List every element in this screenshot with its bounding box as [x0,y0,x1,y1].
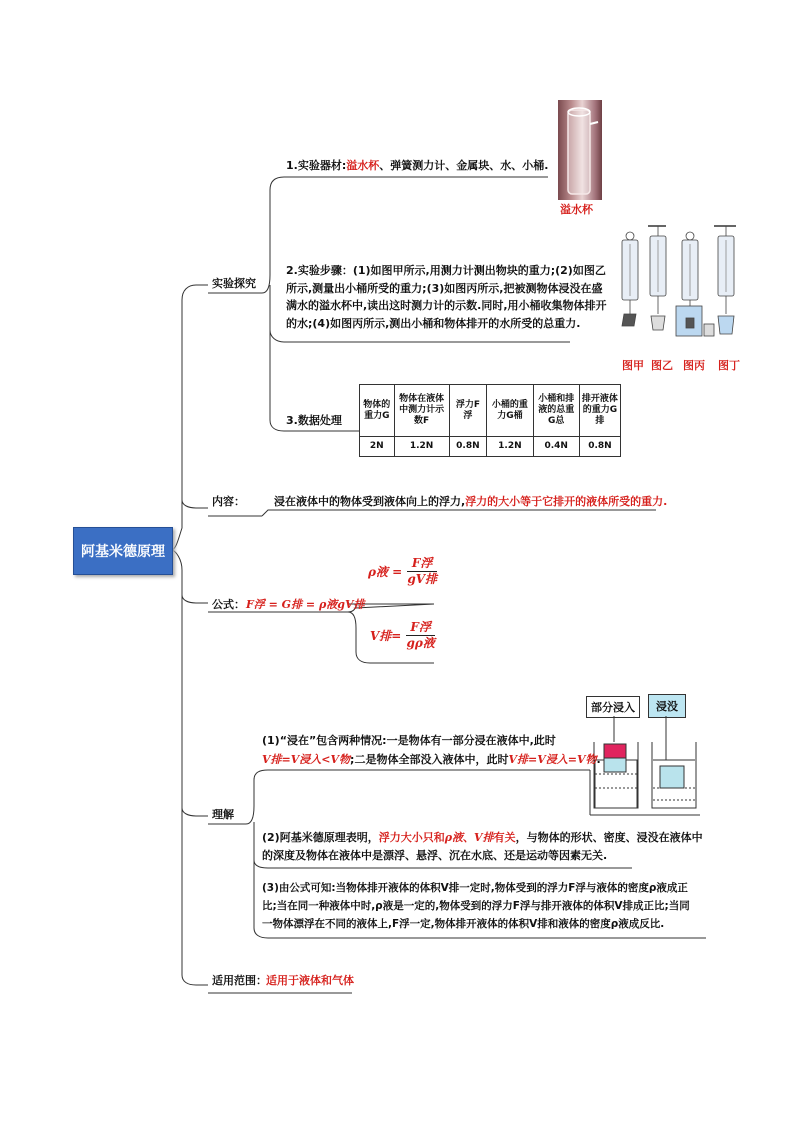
connector-content [182,500,208,508]
volume-numerator: F浮 [406,620,434,636]
connector-experiment [171,285,208,550]
connector-scope [171,550,208,985]
equipment-prefix: 1.实验器材: [286,159,347,172]
steps-text [286,262,607,332]
understand-item-1-line-1: (1)“浸在”包含两种情况:一是物体有一部分浸在液体中,此时 [262,734,556,747]
overflow-cup-icon [558,100,602,200]
table-cell: 0.8N [449,437,487,457]
partial-immersion-label: 部分浸入 [586,696,640,718]
figure-label-a: 图甲 [622,359,644,372]
table-cell: 1.2N [394,437,449,457]
branch-content-label[interactable]: 内容： [212,495,245,508]
content-text [274,493,667,510]
content-plain: 浸在液体中的物体受到液体向上的浮力, [274,495,466,508]
equipment-rest: 、弹簧测力计、金属块、水、小桶. [379,159,549,172]
equipment-highlight: 溢水杯 [346,159,380,172]
item1-end: . [596,753,601,766]
table-header: 排开液体的重力G排 [579,385,620,437]
density-denominator: gV排 [407,572,438,586]
item2-sep: 、 [463,831,475,844]
item2-rest: ，与物体的形状、密度、浸没在液体中 [515,831,703,844]
understand-item-3 [262,879,690,933]
table-cell: 1.2N [487,437,533,457]
data-table [359,384,621,457]
full-immersion-label: 浸没 [648,694,686,718]
equipment-line [286,157,548,174]
volume-fraction [406,620,434,651]
scope-text: 适用于液体和气体 [266,974,354,987]
volume-lhs: V排= [370,629,402,643]
spring-scale-a [622,232,638,326]
spring-scale-c [676,232,714,336]
item2-red-1: 浮力大小只和 [378,831,445,844]
connector-formula [182,595,208,603]
steps-line: 所示,测量出小桶所受的重力;(3)如图丙所示,把被测物体浸没在盛 [286,281,603,295]
figure-label-c: 图丙 [683,359,705,372]
root-node[interactable]: 阿基米德原理 [73,527,173,575]
table-header: 浮力F浮 [449,385,487,437]
immersion-illustration [590,716,700,814]
steps-line: 满水的溢水杯中,读出这时测力计的示数.同时,用小桶收集物体排开 [286,299,607,312]
density-lhs: ρ液 = [368,565,403,579]
table-cell: 0.4N [533,437,579,457]
branch-scope-label[interactable]: 适用范围： [212,974,267,987]
steps-line: 2.实验步骤：(1)如图甲所示,用测力计测出物块的重力;(2)如图乙 [286,264,606,277]
volume-denominator: gρ液 [406,636,435,650]
density-fraction [407,556,437,587]
formula-main: F浮 = G排 = ρ液gV排 [246,598,365,611]
table-cell: 0.8N [579,437,620,457]
table-header: 小桶的重力G桶 [487,385,533,437]
branch-formula-label[interactable]: 公式： [212,598,245,611]
density-numerator: F浮 [407,556,437,572]
item1-mid: ;二是物体全部没入液体中，此时 [350,753,509,766]
branch-understand-label[interactable]: 理解 [212,808,234,821]
item3-line: (3)由公式可知:当物体排开液体的体积V排一定时,物体受到的浮力F浮与液体的密度ρ液成正 [262,882,688,894]
item3-line: 一物体漂浮在不同的液体上,F浮一定,物体排开液体的体积V排和液体的密度ρ液成反比. [262,918,665,930]
understand-item-1-line-2 [262,751,601,768]
experiment-figures [608,222,748,350]
figure-label-b: 图乙 [651,359,673,372]
overflow-cup-caption: 溢水杯 [560,203,593,216]
table-header: 物体在液体中测力计示数F [394,385,449,437]
table-header: 物体的重力G [360,385,395,437]
table-header: 小桶和排液的总重G总 [533,385,579,437]
formula-density [368,556,437,587]
spring-scale-d [718,226,734,334]
formula-volume [370,620,435,651]
branch-experiment-label[interactable]: 实验探究 [212,277,256,290]
overflow-cup-image [558,100,602,200]
content-highlight: 浮力的大小等于它排开的液体所受的重力. [465,495,668,508]
item2-red-2: 有关 [493,831,516,844]
item3-line: 比;当在同一种液体中时,ρ液是一定的,物体受到的浮力F浮与排开液体的体积V排成正比;当同 [262,900,690,912]
understand-item-2-line-2: 的深度及物体在液体中是漂浮、悬浮、沉在水底、还是运动等因素无关. [262,849,608,862]
connector-understand [182,808,208,816]
item1-formula-2: V排=V浸入=V物 [508,753,597,766]
item2-rho: ρ液 [444,831,464,844]
understand-item-2-line-1 [262,829,703,846]
data-processing-label: 3.数据处理 [286,414,342,427]
spring-scale-b [650,226,666,330]
item2-v: V排 [474,831,494,844]
figure-label-d: 图丁 [718,359,740,372]
item1-formula-1: V排=V浸入<V物 [262,753,351,766]
table-cell: 2N [360,437,395,457]
item2-pre: (2)阿基米德原理表明， [262,831,379,844]
steps-line: 的水;(4)如图丙所示,测出小桶和物体排开的水所受的总重力. [286,316,581,330]
